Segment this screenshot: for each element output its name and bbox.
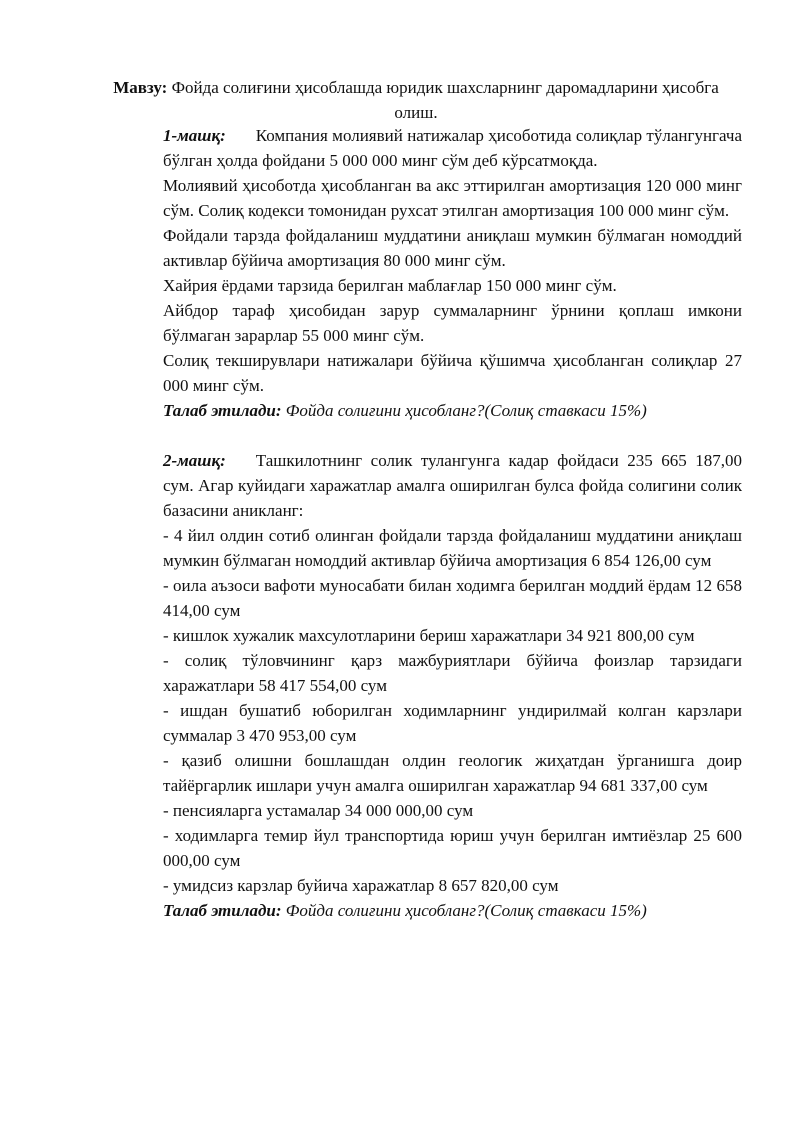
exercise1-requirement-label: Талаб этилади: — [163, 401, 282, 420]
exercise1-intro-paragraph — [163, 123, 742, 173]
document-title — [100, 75, 732, 125]
exercise1-item: Молиявий ҳисоботда ҳисобланган ва акс эттирилган амортизация 120 000 минг сўм. Солиқ кодекси томонидан рухсат этилган амортизация 100 000 минг сўм. — [163, 176, 742, 220]
title-label: Мавзу: — [113, 78, 168, 97]
exercise1-item: Хайрия ёрдами тарзида берилган маблағлар 150 000 минг сўм. — [163, 276, 617, 295]
exercise2-item: - 4 йил олдин сотиб олинган фойдали тарзда фойдаланиш муддатини аниқлаш мумкин бўлмаган номоддий активлар бўйича амортизация 6 854 126,00 сум — [163, 526, 742, 570]
title-text: Фойда солиғини ҳисоблашда юридик шахсларнинг даромадларини ҳисобга олиш. — [171, 78, 719, 122]
exercise2-intro-paragraph — [163, 448, 742, 523]
exercise1-requirement — [163, 398, 742, 423]
exercise2-item: - умидсиз карзлар буйича харажатлар 8 657 820,00 сум — [163, 876, 559, 895]
document-body — [163, 123, 742, 923]
exercise1-item: Фойдали тарзда фойдаланиш муддатини аниқлаш мумкин бўлмаган номоддий активлар бўйича амортизация 80 000 минг сўм. — [163, 226, 742, 270]
exercise1-label: 1-машқ: — [163, 126, 226, 145]
exercise2-item: - оила аъзоси вафоти муносабати билан ходимга берилган моддий ёрдам 12 658 414,00 сум — [163, 576, 742, 620]
exercise2-item: - кишлок хужалик махсулотларини бериш харажатлари 34 921 800,00 сум — [163, 626, 695, 645]
exercise2-item: - ходимларга темир йул транспортида юриш учун берилган имтиёзлар 25 600 000,00 сум — [163, 826, 742, 870]
exercise2-label: 2-машқ: — [163, 451, 226, 470]
exercise2-item: - ишдан бушатиб юборилган ходимларнинг ундирилмай колган карзлари суммалар 3 470 953,00 сум — [163, 701, 742, 745]
exercise1-requirement-text: Фойда солиғини ҳисобланг?(Солиқ ставкаси 15%) — [285, 401, 647, 420]
exercise1-item: Айбдор тараф ҳисобидан зарур суммаларнинг ўрнини қоплаш имкони бўлмаган зарарлар 55 000 минг сўм. — [163, 301, 742, 345]
exercise1-item: Солиқ текширувлари натижалари бўйича қўшимча ҳисобланган солиқлар 27 000 минг сўм. — [163, 351, 742, 395]
exercise2-intro: Ташкилотнинг солик тулангунга кадар фойдаси 235 665 187,00 сум. Агар куйидаги харажатлар амалга оширилган булса фойда солигини солик базасини аникланг: — [163, 451, 742, 520]
exercise2-item: - пенсияларга устамалар 34 000 000,00 сум — [163, 801, 474, 820]
exercise2-item: - қазиб олишни бошлашдан олдин геологик жиҳатдан ўрганишга доир тайёргарлик ишлари учун амалга оширилган харажатлар 94 681 337,00 сум — [163, 751, 742, 795]
exercise1-intro: Компания молиявий натижалар ҳисоботида солиқлар тўлангунгача бўлган ҳолда фойдани 5 000 000 минг сўм деб кўрсатмоқда. — [163, 126, 742, 170]
exercise2-requirement — [163, 898, 742, 923]
exercise2-requirement-label: Талаб этилади: — [163, 901, 282, 920]
paragraph-spacer — [163, 423, 742, 448]
exercise2-item: - солиқ тўловчининг қарз мажбуриятлари бўйича фоизлар тарзидаги харажатлари 58 417 554,00 сум — [163, 651, 742, 695]
exercise2-requirement-text: Фойда солиғини ҳисобланг?(Солиқ ставкаси 15%) — [285, 901, 647, 920]
